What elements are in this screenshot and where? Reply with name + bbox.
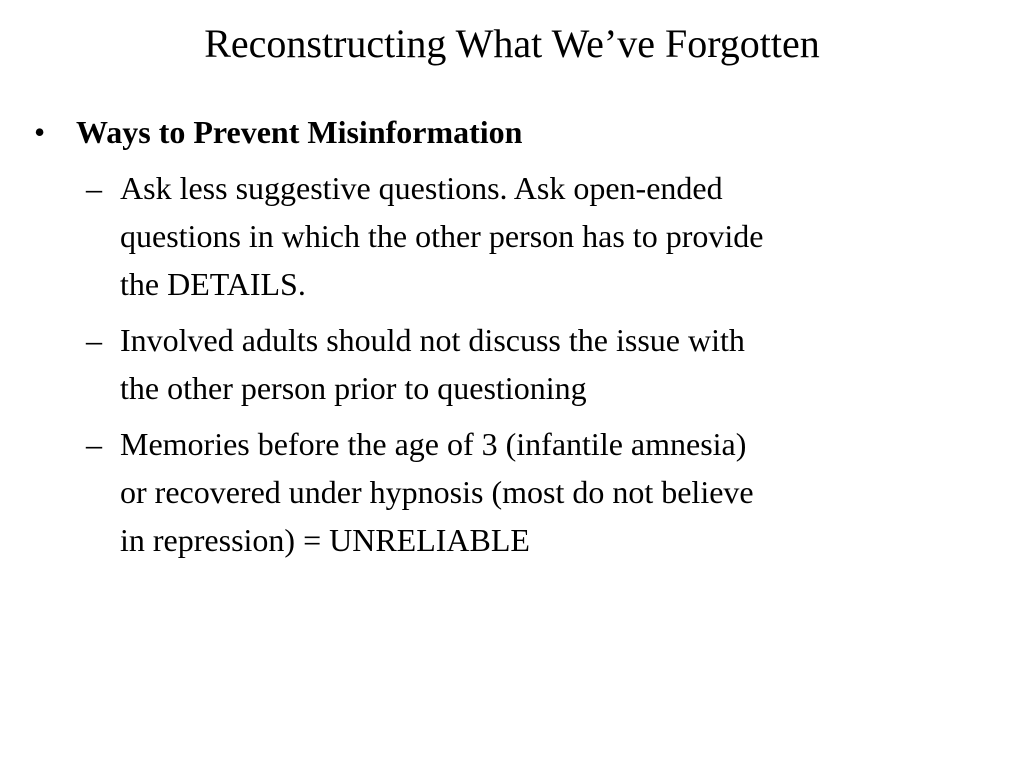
sub-bullet-marker: – (86, 170, 102, 206)
sub-bullet-item (86, 316, 928, 412)
sub-bullet-text (120, 420, 928, 564)
slide-title: Reconstructing What We’ve Forgotten (204, 21, 820, 66)
text-line: the DETAILS. (120, 266, 306, 302)
text-line: in repression) = UNRELIABLE (120, 522, 530, 558)
text-line: Memories before the age of 3 (infantile amnesia) (120, 426, 747, 462)
sub-bullet-item (86, 420, 928, 564)
text-line: Involved adults should not discuss the issue with (120, 322, 745, 358)
text-line: questions in which the other person has to provide (120, 218, 764, 254)
sub-bullet-text (120, 316, 928, 412)
bullet-marker: • (34, 114, 46, 150)
text-line: or recovered under hypnosis (most do not believe (120, 474, 754, 510)
sub-bullet-marker: – (86, 322, 102, 358)
text-line: Ask less suggestive questions. Ask open-ended (120, 170, 723, 206)
sub-bullet-marker: – (86, 426, 102, 462)
sub-bullet-text (120, 164, 928, 308)
bullet-heading: Ways to Prevent Misinformation (76, 114, 523, 150)
bullet-item (28, 110, 928, 154)
slide-content (28, 110, 928, 572)
text-line: the other person prior to questioning (120, 370, 587, 406)
sub-bullet-item (86, 164, 928, 308)
sub-bullet-list (86, 164, 928, 564)
